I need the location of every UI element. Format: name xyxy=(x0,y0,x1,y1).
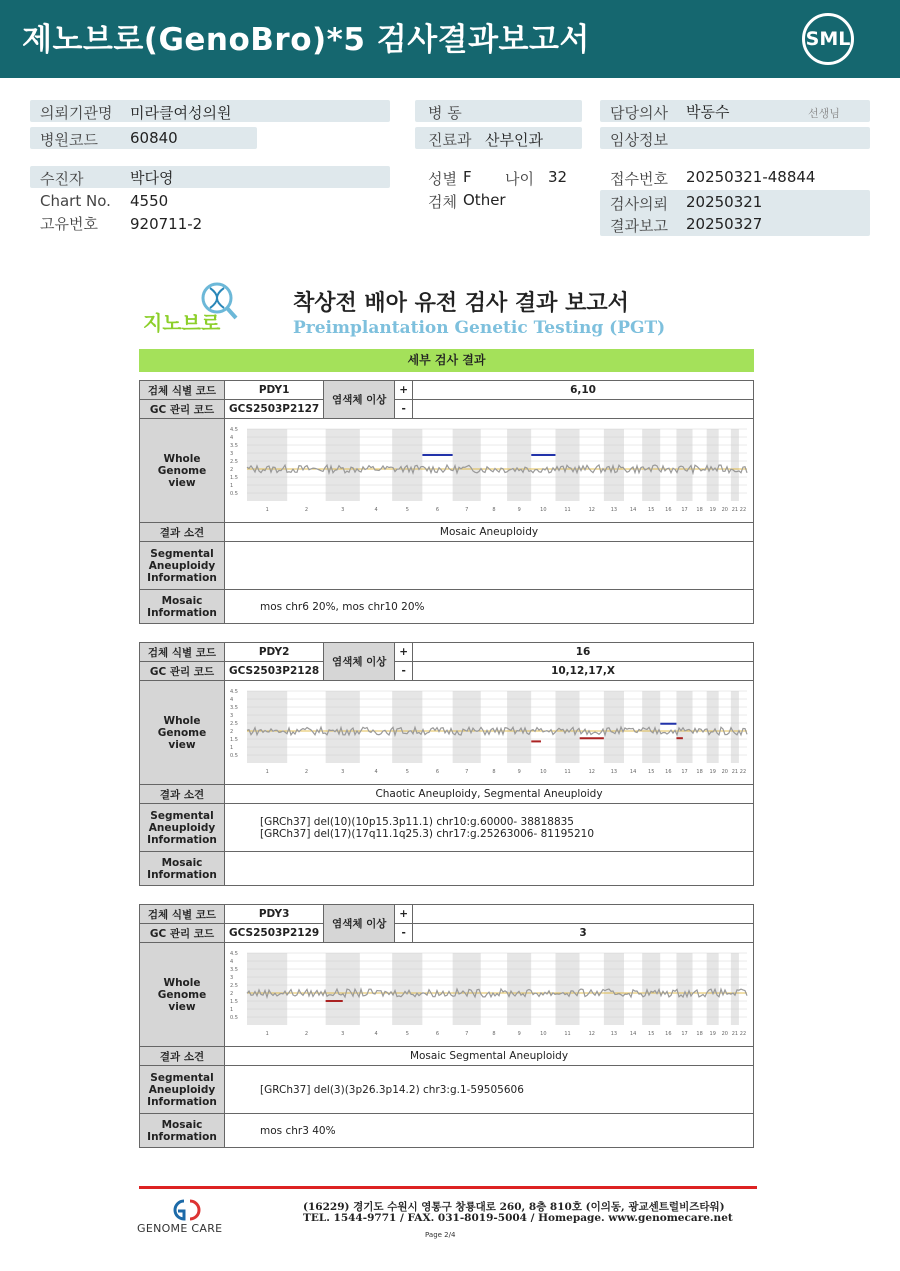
chromosome-band xyxy=(531,429,555,501)
y-tick-label: 4 xyxy=(230,697,234,703)
chromosome-band xyxy=(360,691,392,763)
y-tick-label: 2 xyxy=(230,467,234,473)
chromosome-band xyxy=(693,691,707,763)
result-value: Mosaic Segmental Aneuploidy xyxy=(225,1047,754,1066)
wgv-label: Whole Genome view xyxy=(140,943,225,1047)
result-label: 결과 소견 xyxy=(140,523,225,542)
loss-value xyxy=(413,400,754,419)
report-label: 결과보고 xyxy=(610,217,668,235)
chromosome-band xyxy=(660,953,676,1025)
inst-value: 미라클여성의원 xyxy=(130,104,232,122)
chromosome-band xyxy=(707,953,719,1025)
mosaic-label: Mosaic Information xyxy=(140,1114,225,1148)
x-tick-label: 11 xyxy=(564,507,571,513)
sample-table xyxy=(139,904,754,1148)
gc-code-label: GC 관리 코드 xyxy=(140,400,225,419)
chromosome-band xyxy=(707,691,719,763)
x-tick-label: 12 xyxy=(588,1031,595,1037)
sex-label: 성별 xyxy=(428,170,457,188)
y-tick-label: 1 xyxy=(230,1007,234,1013)
x-tick-label: 22 xyxy=(739,507,747,513)
ward-label: 병 동 xyxy=(428,104,462,122)
chromosome-band xyxy=(731,429,739,501)
mosaic-value: mos chr3 40% xyxy=(225,1114,754,1148)
x-tick-label: 17 xyxy=(681,769,688,775)
x-tick-label: 2 xyxy=(304,769,309,775)
name-value: 박다영 xyxy=(130,169,174,187)
x-tick-label: 4 xyxy=(374,507,378,513)
x-tick-label: 13 xyxy=(610,769,618,775)
gain-value: 6,10 xyxy=(413,381,754,400)
chromosome-band xyxy=(676,429,692,501)
genome-plot xyxy=(227,683,751,779)
result-value: Chaotic Aneuploidy, Segmental Aneuploidy xyxy=(225,785,754,804)
x-tick-label: 18 xyxy=(696,1031,703,1037)
x-tick-label: 19 xyxy=(709,1031,716,1037)
y-tick-label: 3.5 xyxy=(230,705,238,711)
minus-sign: - xyxy=(395,662,413,681)
chromosome-band xyxy=(392,953,422,1025)
footer-address: (16229) 경기도 수원시 영통구 창룡대로 260, 8층 810호 (이의동, 광교센트럴비즈타워) xyxy=(303,1201,725,1213)
genome-plot-cell xyxy=(225,681,754,785)
x-tick-label: 17 xyxy=(681,507,688,513)
specimen-code-label: 검체 식별 코드 xyxy=(140,381,225,400)
x-tick-label: 7 xyxy=(465,769,469,775)
chromosome-band xyxy=(453,691,481,763)
sample-table xyxy=(139,642,754,886)
chromosome-band xyxy=(326,691,360,763)
x-tick-label: 15 xyxy=(648,507,655,513)
gc-code-label: GC 관리 코드 xyxy=(140,662,225,681)
segmental-value xyxy=(225,542,754,590)
chromosome-band xyxy=(660,691,676,763)
x-tick-label: 6 xyxy=(435,769,440,775)
chrom-abn-label: 염색체 이상 xyxy=(324,905,395,943)
specimen-code-value: PDY2 xyxy=(225,643,324,662)
x-tick-label: 14 xyxy=(629,1031,637,1037)
x-tick-label: 21 xyxy=(731,769,739,775)
name-box xyxy=(30,166,390,188)
x-tick-label: 10 xyxy=(540,1031,547,1037)
chromosome-band xyxy=(481,953,507,1025)
x-tick-label: 3 xyxy=(341,1031,345,1037)
chromosome-band xyxy=(392,691,422,763)
gc-code-label: GC 관리 코드 xyxy=(140,924,225,943)
x-tick-label: 12 xyxy=(588,507,595,513)
magnifier-dna-icon xyxy=(140,278,250,338)
segmental-value xyxy=(225,804,754,852)
x-tick-label: 8 xyxy=(492,769,496,775)
mosaic-value: mos chr6 20%, mos chr10 20% xyxy=(225,590,754,624)
x-tick-label: 5 xyxy=(405,1031,409,1037)
segmental-line: [GRCh37] del(10)(10p15.3p11.1) chr10:g.60000- 38818835 xyxy=(260,815,574,828)
chromosome-band xyxy=(507,953,531,1025)
genome-plot xyxy=(227,421,751,517)
sml-logo: SML xyxy=(802,13,854,65)
x-tick-label: 14 xyxy=(629,507,637,513)
company-name: GENOME CARE xyxy=(137,1222,223,1235)
chromosome-band xyxy=(360,429,392,501)
loss-value: 10,12,17,X xyxy=(413,662,754,681)
gc-code-value: GCS2503P2128 xyxy=(225,662,324,681)
x-tick-label: 14 xyxy=(629,769,637,775)
specimen-code-label: 검체 식별 코드 xyxy=(140,905,225,924)
plus-sign: + xyxy=(395,381,413,400)
y-tick-label: 0.5 xyxy=(230,491,238,497)
x-tick-label: 8 xyxy=(492,1031,496,1037)
chromosome-band xyxy=(287,953,325,1025)
x-tick-label: 6 xyxy=(435,507,440,513)
y-tick-label: 1.5 xyxy=(230,737,238,743)
x-tick-label: 12 xyxy=(588,769,595,775)
y-tick-label: 1 xyxy=(230,745,234,751)
x-tick-label: 7 xyxy=(465,1031,469,1037)
x-tick-label: 8 xyxy=(492,507,496,513)
chromosome-band xyxy=(481,691,507,763)
chromosome-band xyxy=(360,953,392,1025)
chromosome-band xyxy=(287,691,325,763)
y-tick-label: 3 xyxy=(230,713,234,719)
specimen-value: Other xyxy=(463,191,506,209)
x-tick-label: 4 xyxy=(374,1031,378,1037)
footer-divider xyxy=(139,1186,757,1189)
chromosome-band xyxy=(739,429,747,501)
x-tick-label: 21 xyxy=(731,507,739,513)
y-tick-label: 4.5 xyxy=(230,427,238,433)
receipt-value: 20250321-48844 xyxy=(686,168,816,186)
specimen-label: 검체 xyxy=(428,193,457,211)
y-tick-label: 1.5 xyxy=(230,999,238,1005)
x-tick-label: 2 xyxy=(304,1031,309,1037)
mosaic-label: Mosaic Information xyxy=(140,590,225,624)
minus-sign: - xyxy=(395,924,413,943)
segmental-line: [GRCh37] del(17)(17q11.1q25.3) chr17:g.25263006- 81195210 xyxy=(260,827,595,840)
x-tick-label: 11 xyxy=(564,1031,571,1037)
genobro-logo xyxy=(140,278,250,338)
segmental-label: Segmental Aneuploidy Information xyxy=(140,804,225,852)
chromosome-band xyxy=(507,691,531,763)
mosaic-label: Mosaic Information xyxy=(140,852,225,886)
chromosome-band xyxy=(555,691,579,763)
chromosome-band xyxy=(287,429,325,501)
y-tick-label: 3.5 xyxy=(230,443,238,449)
x-tick-label: 22 xyxy=(739,1031,747,1037)
x-tick-label: 16 xyxy=(665,769,672,775)
chromosome-band xyxy=(624,953,642,1025)
x-tick-label: 20 xyxy=(721,769,729,775)
x-tick-label: 9 xyxy=(517,769,521,775)
chromosome-band xyxy=(422,691,452,763)
chromosome-band xyxy=(422,953,452,1025)
x-tick-label: 13 xyxy=(610,507,618,513)
chart-label: Chart No. xyxy=(40,192,111,210)
chromosome-band xyxy=(481,429,507,501)
x-tick-label: 15 xyxy=(648,1031,655,1037)
loss-value: 3 xyxy=(413,924,754,943)
sample-table xyxy=(139,380,754,624)
x-tick-label: 4 xyxy=(374,769,378,775)
genobro-logo-text: 지노브로 xyxy=(143,311,221,335)
x-tick-label: 11 xyxy=(564,769,571,775)
chromosome-band xyxy=(555,953,579,1025)
report-subtitle: Preimplantation Genetic Testing (PGT) xyxy=(293,318,666,338)
specimen-code-label: 검체 식별 코드 xyxy=(140,643,225,662)
doctor-label: 담당의사 xyxy=(610,104,668,122)
chromosome-band xyxy=(731,691,739,763)
x-tick-label: 5 xyxy=(405,769,409,775)
x-tick-label: 19 xyxy=(709,507,716,513)
chromosome-band xyxy=(624,429,642,501)
minus-sign: - xyxy=(395,400,413,419)
chrom-abn-label: 염색체 이상 xyxy=(324,643,395,681)
report-value: 20250327 xyxy=(686,215,763,233)
chromosome-band xyxy=(531,691,555,763)
y-tick-label: 2.5 xyxy=(230,983,238,989)
doctor-value: 박동수 xyxy=(686,103,730,121)
request-label: 검사의뢰 xyxy=(610,195,668,213)
sex-value: F xyxy=(463,168,472,186)
footer-contact: TEL. 1544-9771 / FAX. 031-8019-5004 / Homepage. www.genomecare.net xyxy=(303,1212,733,1224)
x-tick-label: 1 xyxy=(265,507,269,513)
dept-value: 산부인과 xyxy=(485,131,543,149)
inst-label: 의뢰기관명 xyxy=(40,104,113,122)
y-tick-label: 3.5 xyxy=(230,967,238,973)
code-value: 60840 xyxy=(130,129,178,147)
chromosome-band xyxy=(453,429,481,501)
y-tick-label: 2.5 xyxy=(230,459,238,465)
chromosome-band xyxy=(531,953,555,1025)
plus-sign: + xyxy=(395,905,413,924)
x-tick-label: 10 xyxy=(540,769,547,775)
chromosome-band xyxy=(247,953,287,1025)
y-tick-label: 2 xyxy=(230,729,234,735)
x-tick-label: 16 xyxy=(665,507,672,513)
y-tick-label: 2.5 xyxy=(230,721,238,727)
x-tick-label: 15 xyxy=(648,769,655,775)
gc-code-value: GCS2503P2127 xyxy=(225,400,324,419)
x-tick-label: 19 xyxy=(709,769,716,775)
chromosome-band xyxy=(676,953,692,1025)
gain-value xyxy=(413,905,754,924)
chromosome-band xyxy=(604,429,624,501)
report-title: 착상전 배아 유전 검사 결과 보고서 xyxy=(293,291,629,316)
age-value: 32 xyxy=(548,168,568,186)
result-label: 결과 소견 xyxy=(140,785,225,804)
receipt-label: 접수번호 xyxy=(610,170,668,188)
clinical-label: 임상정보 xyxy=(610,131,668,149)
genome-plot-cell xyxy=(225,419,754,523)
id-value: 920711-2 xyxy=(130,215,203,233)
document-title: 제노브로(GenoBro)*5 검사결과보고서 xyxy=(22,22,590,58)
wgv-label: Whole Genome view xyxy=(140,419,225,523)
x-tick-label: 13 xyxy=(610,1031,618,1037)
x-tick-label: 3 xyxy=(341,507,345,513)
segmental-line: [GRCh37] del(3)(3p26.3p14.2) chr3:g.1-59505606 xyxy=(260,1083,524,1096)
result-value: Mosaic Aneuploidy xyxy=(225,523,754,542)
x-tick-label: 2 xyxy=(304,507,309,513)
gc-code-value: GCS2503P2129 xyxy=(225,924,324,943)
header-bar xyxy=(0,0,900,78)
plus-sign: + xyxy=(395,643,413,662)
chromosome-band xyxy=(247,429,287,501)
y-tick-label: 2 xyxy=(230,991,234,997)
y-tick-label: 4 xyxy=(230,435,234,441)
x-tick-label: 22 xyxy=(739,769,747,775)
id-label: 고유번호 xyxy=(40,215,98,233)
age-label: 나이 xyxy=(505,170,534,188)
x-tick-label: 6 xyxy=(435,1031,440,1037)
specimen-code-value: PDY1 xyxy=(225,381,324,400)
gain-value: 16 xyxy=(413,643,754,662)
chromosome-band xyxy=(642,429,660,501)
y-tick-label: 1 xyxy=(230,483,234,489)
y-tick-label: 3 xyxy=(230,451,234,457)
doctor-suffix: 선생님 xyxy=(808,107,840,120)
page-number: Page 2/4 xyxy=(425,1231,456,1239)
x-tick-label: 1 xyxy=(265,1031,269,1037)
x-tick-label: 9 xyxy=(517,507,521,513)
x-tick-label: 18 xyxy=(696,507,703,513)
code-label: 병원코드 xyxy=(40,131,98,149)
chromosome-band xyxy=(624,691,642,763)
chromosome-band xyxy=(707,429,719,501)
y-tick-label: 3 xyxy=(230,975,234,981)
chromosome-band xyxy=(731,953,739,1025)
chrom-abn-label: 염색체 이상 xyxy=(324,381,395,419)
chromosome-band xyxy=(642,691,660,763)
name-label: 수진자 xyxy=(40,170,84,188)
x-tick-label: 10 xyxy=(540,507,547,513)
x-tick-label: 7 xyxy=(465,507,469,513)
chromosome-band xyxy=(580,429,604,501)
chromosome-band xyxy=(739,691,747,763)
x-tick-label: 21 xyxy=(731,1031,739,1037)
result-label: 결과 소견 xyxy=(140,1047,225,1066)
x-tick-label: 5 xyxy=(405,507,409,513)
genome-plot xyxy=(227,945,751,1041)
wgv-label: Whole Genome view xyxy=(140,681,225,785)
x-tick-label: 17 xyxy=(681,1031,688,1037)
chromosome-band xyxy=(247,691,287,763)
y-tick-label: 4 xyxy=(230,959,234,965)
x-tick-label: 20 xyxy=(721,507,729,513)
dept-label: 진료과 xyxy=(428,131,472,149)
segmental-label: Segmental Aneuploidy Information xyxy=(140,1066,225,1114)
x-tick-label: 16 xyxy=(665,1031,672,1037)
y-tick-label: 1.5 xyxy=(230,475,238,481)
chart-value: 4550 xyxy=(130,192,169,210)
genome-plot-cell xyxy=(225,943,754,1047)
y-tick-label: 0.5 xyxy=(230,753,238,759)
section-header: 세부 검사 결과 xyxy=(139,349,754,372)
request-value: 20250321 xyxy=(686,193,763,211)
specimen-code-value: PDY3 xyxy=(225,905,324,924)
y-tick-label: 4.5 xyxy=(230,951,238,957)
chromosome-band xyxy=(580,691,604,763)
mosaic-value xyxy=(225,852,754,886)
segmental-label: Segmental Aneuploidy Information xyxy=(140,542,225,590)
chromosome-band xyxy=(693,953,707,1025)
x-tick-label: 3 xyxy=(341,769,345,775)
x-tick-label: 1 xyxy=(265,769,269,775)
chromosome-band xyxy=(642,953,660,1025)
x-tick-label: 9 xyxy=(517,1031,521,1037)
y-tick-label: 0.5 xyxy=(230,1015,238,1021)
x-tick-label: 18 xyxy=(696,769,703,775)
segmental-value xyxy=(225,1066,754,1114)
chromosome-band xyxy=(555,429,579,501)
chromosome-band xyxy=(422,429,452,501)
chromosome-band xyxy=(507,429,531,501)
x-tick-label: 20 xyxy=(721,1031,729,1037)
y-tick-label: 4.5 xyxy=(230,689,238,695)
